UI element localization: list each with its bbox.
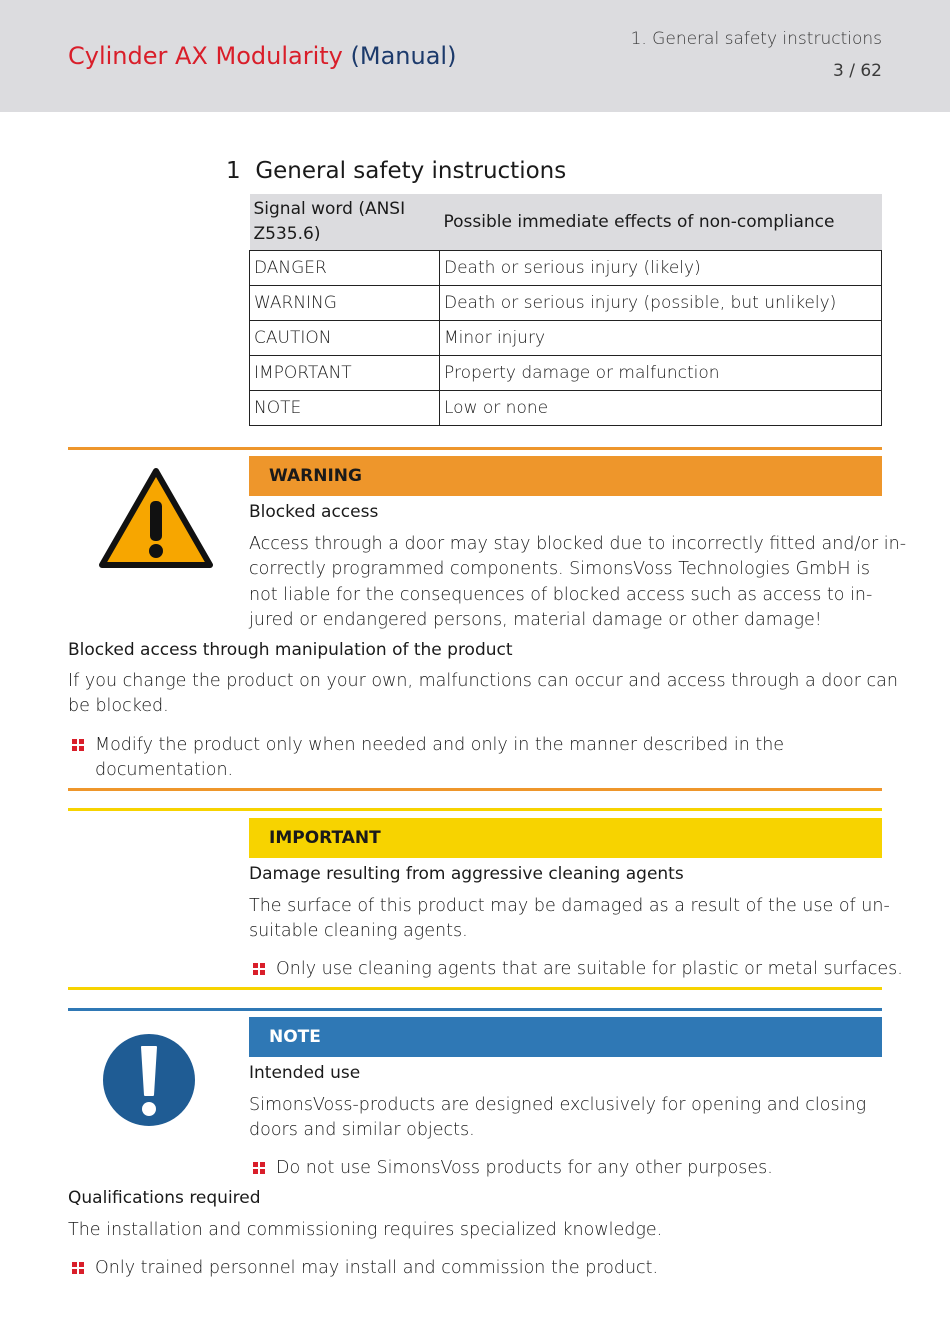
- text-line: If you change the product on your own, malfunctions can occur and access through a door can: [68, 671, 898, 691]
- table-row: [250, 356, 882, 391]
- running-chapter-title: 1. General safety instructions: [630, 29, 882, 49]
- table-row: [250, 286, 882, 321]
- table-cell: Death or serious injury (likely): [440, 251, 882, 286]
- signal-word-table: [249, 194, 882, 426]
- table-cell: IMPORTANT: [250, 356, 440, 391]
- exclamation-circle-icon: [98, 1029, 200, 1131]
- important-label: IMPORTANT: [249, 818, 882, 858]
- page-header: [0, 0, 950, 112]
- table-cell: CAUTION: [250, 321, 440, 356]
- table-header-cell: Signal word (ANSI Z535.6): [250, 194, 440, 251]
- warning-bottom-rule: [68, 788, 882, 791]
- text-line: Only trained personnel may install and commission the product.: [95, 1258, 659, 1278]
- list-item: [276, 1156, 773, 1181]
- text-line: suitable cleaning agents.: [249, 921, 468, 942]
- table-row: [250, 251, 882, 286]
- text-line: Modify the product only when needed and only in the manner described in the: [95, 735, 785, 755]
- warning-top-rule: [68, 447, 882, 450]
- manipulation-subtitle: Blocked access through manipulation of the product: [68, 640, 513, 660]
- text-line: correctly programmed components. SimonsVoss Technologies GmbH is: [249, 559, 871, 580]
- table-cell: Death or serious injury (possible, but unlikely): [440, 286, 882, 321]
- table-cell: Minor injury: [440, 321, 882, 356]
- table-cell: WARNING: [250, 286, 440, 321]
- text-line: Do not use SimonsVoss products for any other purposes.: [276, 1158, 773, 1178]
- text-line: documentation.: [95, 760, 234, 781]
- text-line: doors and similar objects.: [249, 1120, 475, 1141]
- warning-triangle-icon: [98, 467, 214, 569]
- important-subtitle: Damage resulting from aggressive cleaning agents: [249, 864, 684, 884]
- text-line: SimonsVoss-products are designed exclusively for opening and closing: [249, 1095, 867, 1115]
- note-text: [249, 1093, 866, 1144]
- text-line: not liable for the consequences of blocked access such as access to in-: [249, 584, 873, 605]
- list-item: [95, 1256, 658, 1281]
- table-cell: NOTE: [250, 391, 440, 426]
- table-row: [250, 321, 882, 356]
- note-label: NOTE: [249, 1017, 882, 1057]
- text-line: jured or endangered persons, material damage or other damage!: [249, 609, 822, 630]
- important-bottom-rule: [68, 987, 882, 990]
- table-row: [250, 391, 882, 426]
- note-top-rule: [68, 1008, 882, 1011]
- table-cell: DANGER: [250, 251, 440, 286]
- text-line: Only use cleaning agents that are suitable for plastic or metal surfaces.: [276, 959, 903, 979]
- section-title: General safety instructions: [255, 158, 567, 184]
- product-name: Cylinder AX Modularity: [68, 42, 343, 70]
- manipulation-text: [68, 669, 898, 720]
- text-line: Access through a door may stay blocked due to incorrectly fitted and/or in-: [249, 534, 907, 554]
- document-title: [68, 40, 456, 72]
- text-line: The surface of this product may be damaged as a result of the use of un-: [249, 896, 890, 916]
- important-text: [249, 894, 890, 945]
- qualifications-subtitle: Qualifications required: [68, 1188, 261, 1208]
- red-square-bullet-icon: [253, 1162, 265, 1174]
- list-item: [95, 733, 784, 784]
- table-header-row: [250, 194, 882, 251]
- qualifications-text: [68, 1218, 662, 1243]
- table-cell: Property damage or malfunction: [440, 356, 882, 391]
- document-type: (Manual): [350, 42, 457, 70]
- important-top-rule: [68, 808, 882, 811]
- red-square-bullet-icon: [72, 739, 84, 751]
- table-cell: Low or none: [440, 391, 882, 426]
- warning-subtitle: Blocked access: [249, 502, 379, 522]
- red-square-bullet-icon: [72, 1262, 84, 1274]
- section-number: 1: [226, 158, 241, 184]
- table-header-cell: Possible immediate effects of non-compliance: [440, 194, 882, 251]
- page-number: 3 / 62: [833, 61, 882, 81]
- red-square-bullet-icon: [253, 963, 265, 975]
- warning-text: [249, 532, 906, 633]
- text-line: The installation and commissioning requires specialized knowledge.: [68, 1220, 663, 1240]
- text-line: be blocked.: [68, 696, 169, 717]
- warning-label: WARNING: [249, 456, 882, 496]
- list-item: [276, 957, 903, 982]
- section-heading: [226, 156, 566, 186]
- note-subtitle: Intended use: [249, 1063, 361, 1083]
